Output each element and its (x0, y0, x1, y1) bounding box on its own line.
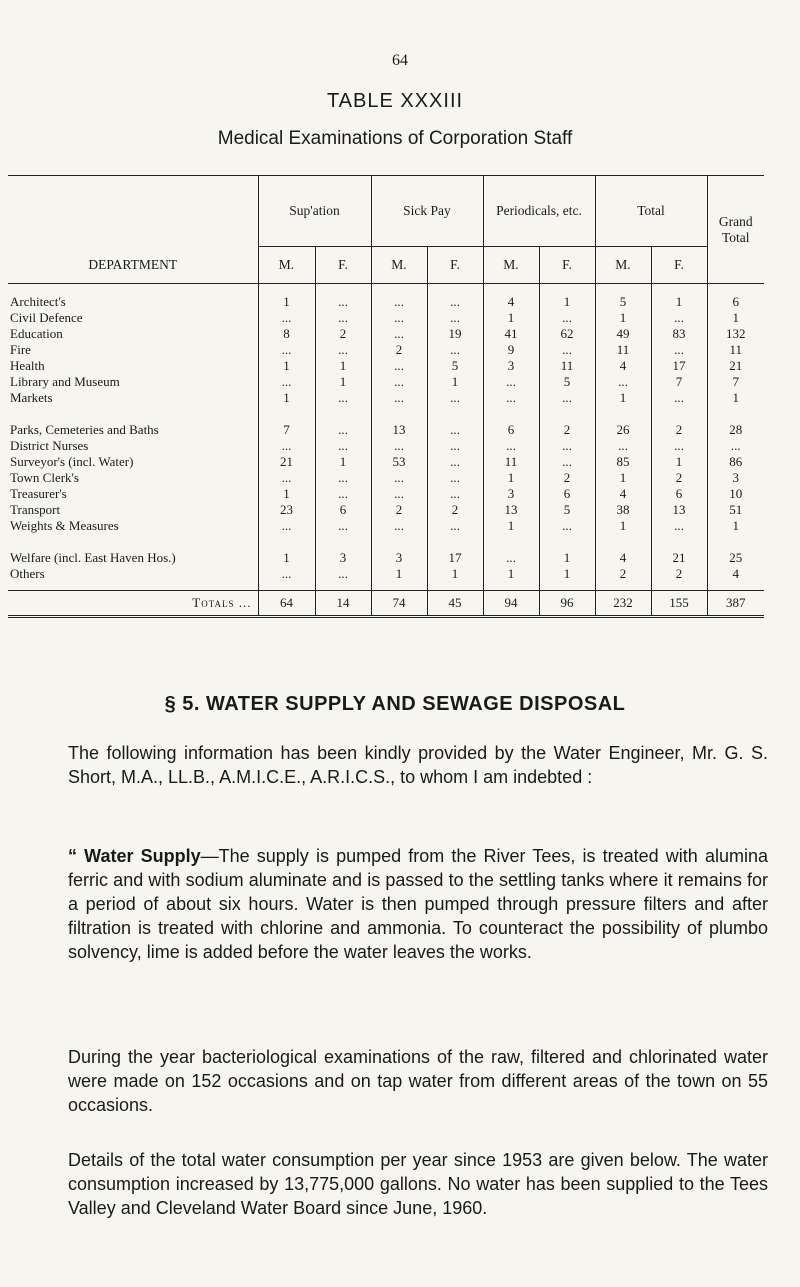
department-name: Fire (10, 342, 31, 357)
table-row (8, 326, 764, 342)
table-cell: 7 (651, 374, 707, 390)
table-cell: ... (651, 390, 707, 406)
table-cell: 2 (651, 406, 707, 438)
table-cell: 11 (483, 454, 539, 470)
table-cell: 11 (539, 358, 595, 374)
table-row (8, 390, 764, 406)
table-cell: 17 (427, 534, 483, 566)
table-cell: 2 (651, 566, 707, 591)
table-cell: 21 (651, 534, 707, 566)
table-cell: ... (315, 486, 371, 502)
m-header: M. (371, 247, 427, 284)
table-cell: 5 (539, 374, 595, 390)
table-cell: 1 (651, 284, 707, 311)
grand-total-header: Grand Total (707, 176, 764, 284)
table-cell: 21 (258, 454, 315, 470)
table-cell: 5 (427, 358, 483, 374)
table-cell: 232 (595, 591, 651, 617)
table-cell: 28 (707, 406, 764, 438)
table-cell: 83 (651, 326, 707, 342)
paragraph-water-supply (68, 844, 768, 964)
table-row (8, 342, 764, 358)
table-cell: 13 (371, 406, 427, 438)
table-cell: ... (371, 438, 427, 454)
paragraph-intro: The following information has been kindly provided by the Water Engineer, Mr. G. S. Short, M.A., LL.B., A.M.I.C.E., A.R.I.C.S., to whom I am indebted : (68, 743, 768, 787)
table-cell: ... (315, 438, 371, 454)
table-cell: ... (371, 470, 427, 486)
table-cell: 2 (595, 566, 651, 591)
table-cell: 64 (258, 591, 315, 617)
m-header: M. (595, 247, 651, 284)
table-row (8, 502, 764, 518)
department-name: Health (10, 358, 45, 373)
table-cell: 96 (539, 591, 595, 617)
table-cell: 1 (315, 374, 371, 390)
table-cell: 74 (371, 591, 427, 617)
table-cell: ... (427, 406, 483, 438)
table-row (8, 566, 764, 591)
table-cell: ... (371, 518, 427, 534)
table-cell: ... (651, 310, 707, 326)
table-cell: 11 (707, 342, 764, 358)
table-cell: 6 (483, 406, 539, 438)
table-cell: ... (483, 374, 539, 390)
table-cell: 5 (595, 284, 651, 311)
table-cell: 4 (483, 284, 539, 311)
table-cell: 51 (707, 502, 764, 518)
table-cell: 13 (483, 502, 539, 518)
table-row (8, 470, 764, 486)
table-cell: 1 (707, 310, 764, 326)
f-header: F. (315, 247, 371, 284)
table-cell: 4 (595, 486, 651, 502)
table-cell: ... (539, 342, 595, 358)
table-cell: ... (371, 358, 427, 374)
table-cell: ... (595, 374, 651, 390)
table-cell: ... (651, 438, 707, 454)
department-name: Surveyor's (incl. Water) (10, 454, 134, 469)
table-cell: ... (315, 406, 371, 438)
m-header: M. (258, 247, 315, 284)
f-header: F. (651, 247, 707, 284)
table-cell: ... (539, 518, 595, 534)
table-cell: 4 (595, 534, 651, 566)
table-cell: 1 (707, 518, 764, 534)
f-header: F. (427, 247, 483, 284)
table-cell: ... (483, 438, 539, 454)
table-cell: 1 (539, 566, 595, 591)
table-cell: ... (315, 470, 371, 486)
table-cell: 2 (539, 470, 595, 486)
table-cell: 155 (651, 591, 707, 617)
table-cell: ... (483, 390, 539, 406)
table-cell: ... (258, 566, 315, 591)
table-cell: 1 (258, 358, 315, 374)
table-cell: 4 (595, 358, 651, 374)
table-cell: ... (371, 486, 427, 502)
table-cell: ... (371, 310, 427, 326)
department-name: Architect's (10, 294, 66, 309)
table-cell: 1 (539, 534, 595, 566)
paragraph-consumption: Details of the total water consumption per year since 1953 are given below. The water consumption increased by 13,775,000 gallons. No water has been supplied to the Tees Valley and Cleveland Water Board since June, 1960. (68, 1150, 768, 1218)
table-cell: 26 (595, 406, 651, 438)
table-cell: 3 (371, 534, 427, 566)
department-name: Others (10, 566, 45, 581)
table-cell: 2 (651, 470, 707, 486)
table-cell: 14 (315, 591, 371, 617)
table-cell: 1 (315, 454, 371, 470)
table-cell: 2 (427, 502, 483, 518)
table-cell: 8 (258, 326, 315, 342)
totals-label: Totals ... (8, 591, 258, 617)
table-cell: 1 (258, 390, 315, 406)
paragraph-examinations: During the year bacteriological examinations of the raw, filtered and chlorinated water were made on 152 occasions and on tap water from different areas of the town on 55 occasions. (68, 1047, 768, 1115)
table-cell: 1 (483, 310, 539, 326)
department-name: District Nurses (10, 438, 89, 453)
department-name: Markets (10, 390, 53, 405)
page-number: 64 (392, 52, 408, 69)
table-title: TABLE XXXIII (326, 90, 464, 112)
table-cell: 13 (651, 502, 707, 518)
department-name: Education (10, 326, 63, 341)
table-cell: ... (258, 470, 315, 486)
table-cell: 9 (483, 342, 539, 358)
table-row (8, 534, 764, 566)
medical-examinations-table (8, 175, 764, 618)
table-cell: 1 (595, 390, 651, 406)
table-body (8, 284, 764, 591)
table-cell: 1 (427, 374, 483, 390)
table-cell: ... (427, 454, 483, 470)
table-cell: 1 (595, 310, 651, 326)
table-subtitle: Medical Examinations of Corporation Staff (217, 128, 573, 149)
table-cell: ... (258, 342, 315, 358)
table-cell: ... (539, 390, 595, 406)
table-cell: 21 (707, 358, 764, 374)
department-name: Treasurer's (10, 486, 67, 501)
table-cell: 1 (258, 284, 315, 311)
table-cell: 1 (427, 566, 483, 591)
table-cell: 2 (315, 326, 371, 342)
table-cell: ... (315, 518, 371, 534)
table-row (8, 374, 764, 390)
group-header-supation: Sup'ation (258, 176, 371, 247)
table-cell: 1 (483, 518, 539, 534)
table-cell: ... (595, 438, 651, 454)
table-cell: 6 (539, 486, 595, 502)
table-row (8, 438, 764, 454)
table-cell: 85 (595, 454, 651, 470)
table-cell: ... (371, 326, 427, 342)
table-cell: 5 (539, 502, 595, 518)
table-cell: 53 (371, 454, 427, 470)
table-cell: ... (651, 342, 707, 358)
table-cell: 19 (427, 326, 483, 342)
table-cell: 1 (651, 454, 707, 470)
table-cell: 11 (595, 342, 651, 358)
department-name: Transport (10, 502, 61, 517)
group-header-sick-pay: Sick Pay (371, 176, 483, 247)
department-name: Weights & Measures (10, 518, 119, 533)
table-cell: ... (427, 390, 483, 406)
department-name: Welfare (incl. East Haven Hos.) (10, 550, 176, 565)
table-cell: ... (371, 374, 427, 390)
table-cell: 49 (595, 326, 651, 342)
table-cell: 6 (707, 284, 764, 311)
table-cell: 3 (483, 486, 539, 502)
section-heading: § 5. WATER SUPPLY AND SEWAGE DISPOSAL (164, 693, 626, 715)
table-cell: ... (427, 342, 483, 358)
table-cell: 1 (371, 566, 427, 591)
department-name: Town Clerk's (10, 470, 79, 485)
table-cell: 62 (539, 326, 595, 342)
table-cell: 4 (707, 566, 764, 591)
table-cell: 10 (707, 486, 764, 502)
table-cell: 3 (707, 470, 764, 486)
table-cell: ... (258, 438, 315, 454)
table-cell: 38 (595, 502, 651, 518)
table-cell: ... (258, 518, 315, 534)
water-supply-body: —The supply is pumped from the River Tees, is treated with alumina ferric and with sodium aluminate and is passed to the settling tanks where it remains for a period of about six hours. Water is then pumped through pressure filters and after filtration is treated with chlorine and ammonia. To counteract the possibility of plumbo solvency, lime is added before the water leaves the works. (68, 846, 768, 962)
department-name: Library and Museum (10, 374, 120, 389)
table-cell: ... (371, 284, 427, 311)
table-cell: ... (315, 566, 371, 591)
table-cell: ... (315, 310, 371, 326)
table-cell: 94 (483, 591, 539, 617)
group-header-periodicals: Periodicals, etc. (483, 176, 595, 247)
table-cell: ... (427, 284, 483, 311)
table-cell: 1 (595, 470, 651, 486)
table-cell: ... (427, 470, 483, 486)
table-cell: ... (427, 486, 483, 502)
table-row (8, 358, 764, 374)
table-cell: 7 (707, 374, 764, 390)
table-cell: 23 (258, 502, 315, 518)
table-row (8, 284, 764, 311)
table-cell: ... (651, 518, 707, 534)
table-cell: ... (427, 438, 483, 454)
table-cell: 1 (595, 518, 651, 534)
table-cell: 25 (707, 534, 764, 566)
table-cell: 1 (483, 566, 539, 591)
table-row (8, 310, 764, 326)
table-cell: ... (427, 518, 483, 534)
table-cell: ... (539, 454, 595, 470)
table-cell: 7 (258, 406, 315, 438)
table-cell: 3 (315, 534, 371, 566)
table-row (8, 454, 764, 470)
group-header-total: Total (595, 176, 707, 247)
f-header: F. (539, 247, 595, 284)
table-cell: 1 (707, 390, 764, 406)
table-cell: 1 (315, 358, 371, 374)
table-cell: 1 (483, 470, 539, 486)
table-row (8, 518, 764, 534)
totals-row (8, 591, 764, 617)
table-cell: 387 (707, 591, 764, 617)
table-cell: ... (315, 342, 371, 358)
table-cell: 2 (371, 502, 427, 518)
table-cell: 1 (258, 486, 315, 502)
table-cell: 6 (315, 502, 371, 518)
table-cell: 41 (483, 326, 539, 342)
department-header: DEPARTMENT (8, 176, 258, 284)
table-cell: ... (539, 310, 595, 326)
table-cell: 2 (539, 406, 595, 438)
water-supply-lead: “ Water Supply (68, 846, 201, 866)
m-header: M. (483, 247, 539, 284)
department-name: Civil Defence (10, 310, 83, 325)
table-row (8, 406, 764, 438)
table-cell: 1 (539, 284, 595, 311)
table-cell: ... (258, 310, 315, 326)
table-cell: ... (539, 438, 595, 454)
table-row (8, 486, 764, 502)
department-name: Parks, Cemeteries and Baths (10, 422, 159, 437)
table-cell: ... (707, 438, 764, 454)
table-cell: 132 (707, 326, 764, 342)
table-cell: 17 (651, 358, 707, 374)
table-cell: ... (258, 374, 315, 390)
table-cell: ... (315, 390, 371, 406)
table-cell: 45 (427, 591, 483, 617)
table-cell: 3 (483, 358, 539, 374)
table-cell: 1 (258, 534, 315, 566)
table-cell: 86 (707, 454, 764, 470)
table-cell: ... (483, 534, 539, 566)
table-cell: ... (427, 310, 483, 326)
table-cell: ... (315, 284, 371, 311)
table-cell: 6 (651, 486, 707, 502)
table-cell: 2 (371, 342, 427, 358)
table-cell: ... (371, 390, 427, 406)
